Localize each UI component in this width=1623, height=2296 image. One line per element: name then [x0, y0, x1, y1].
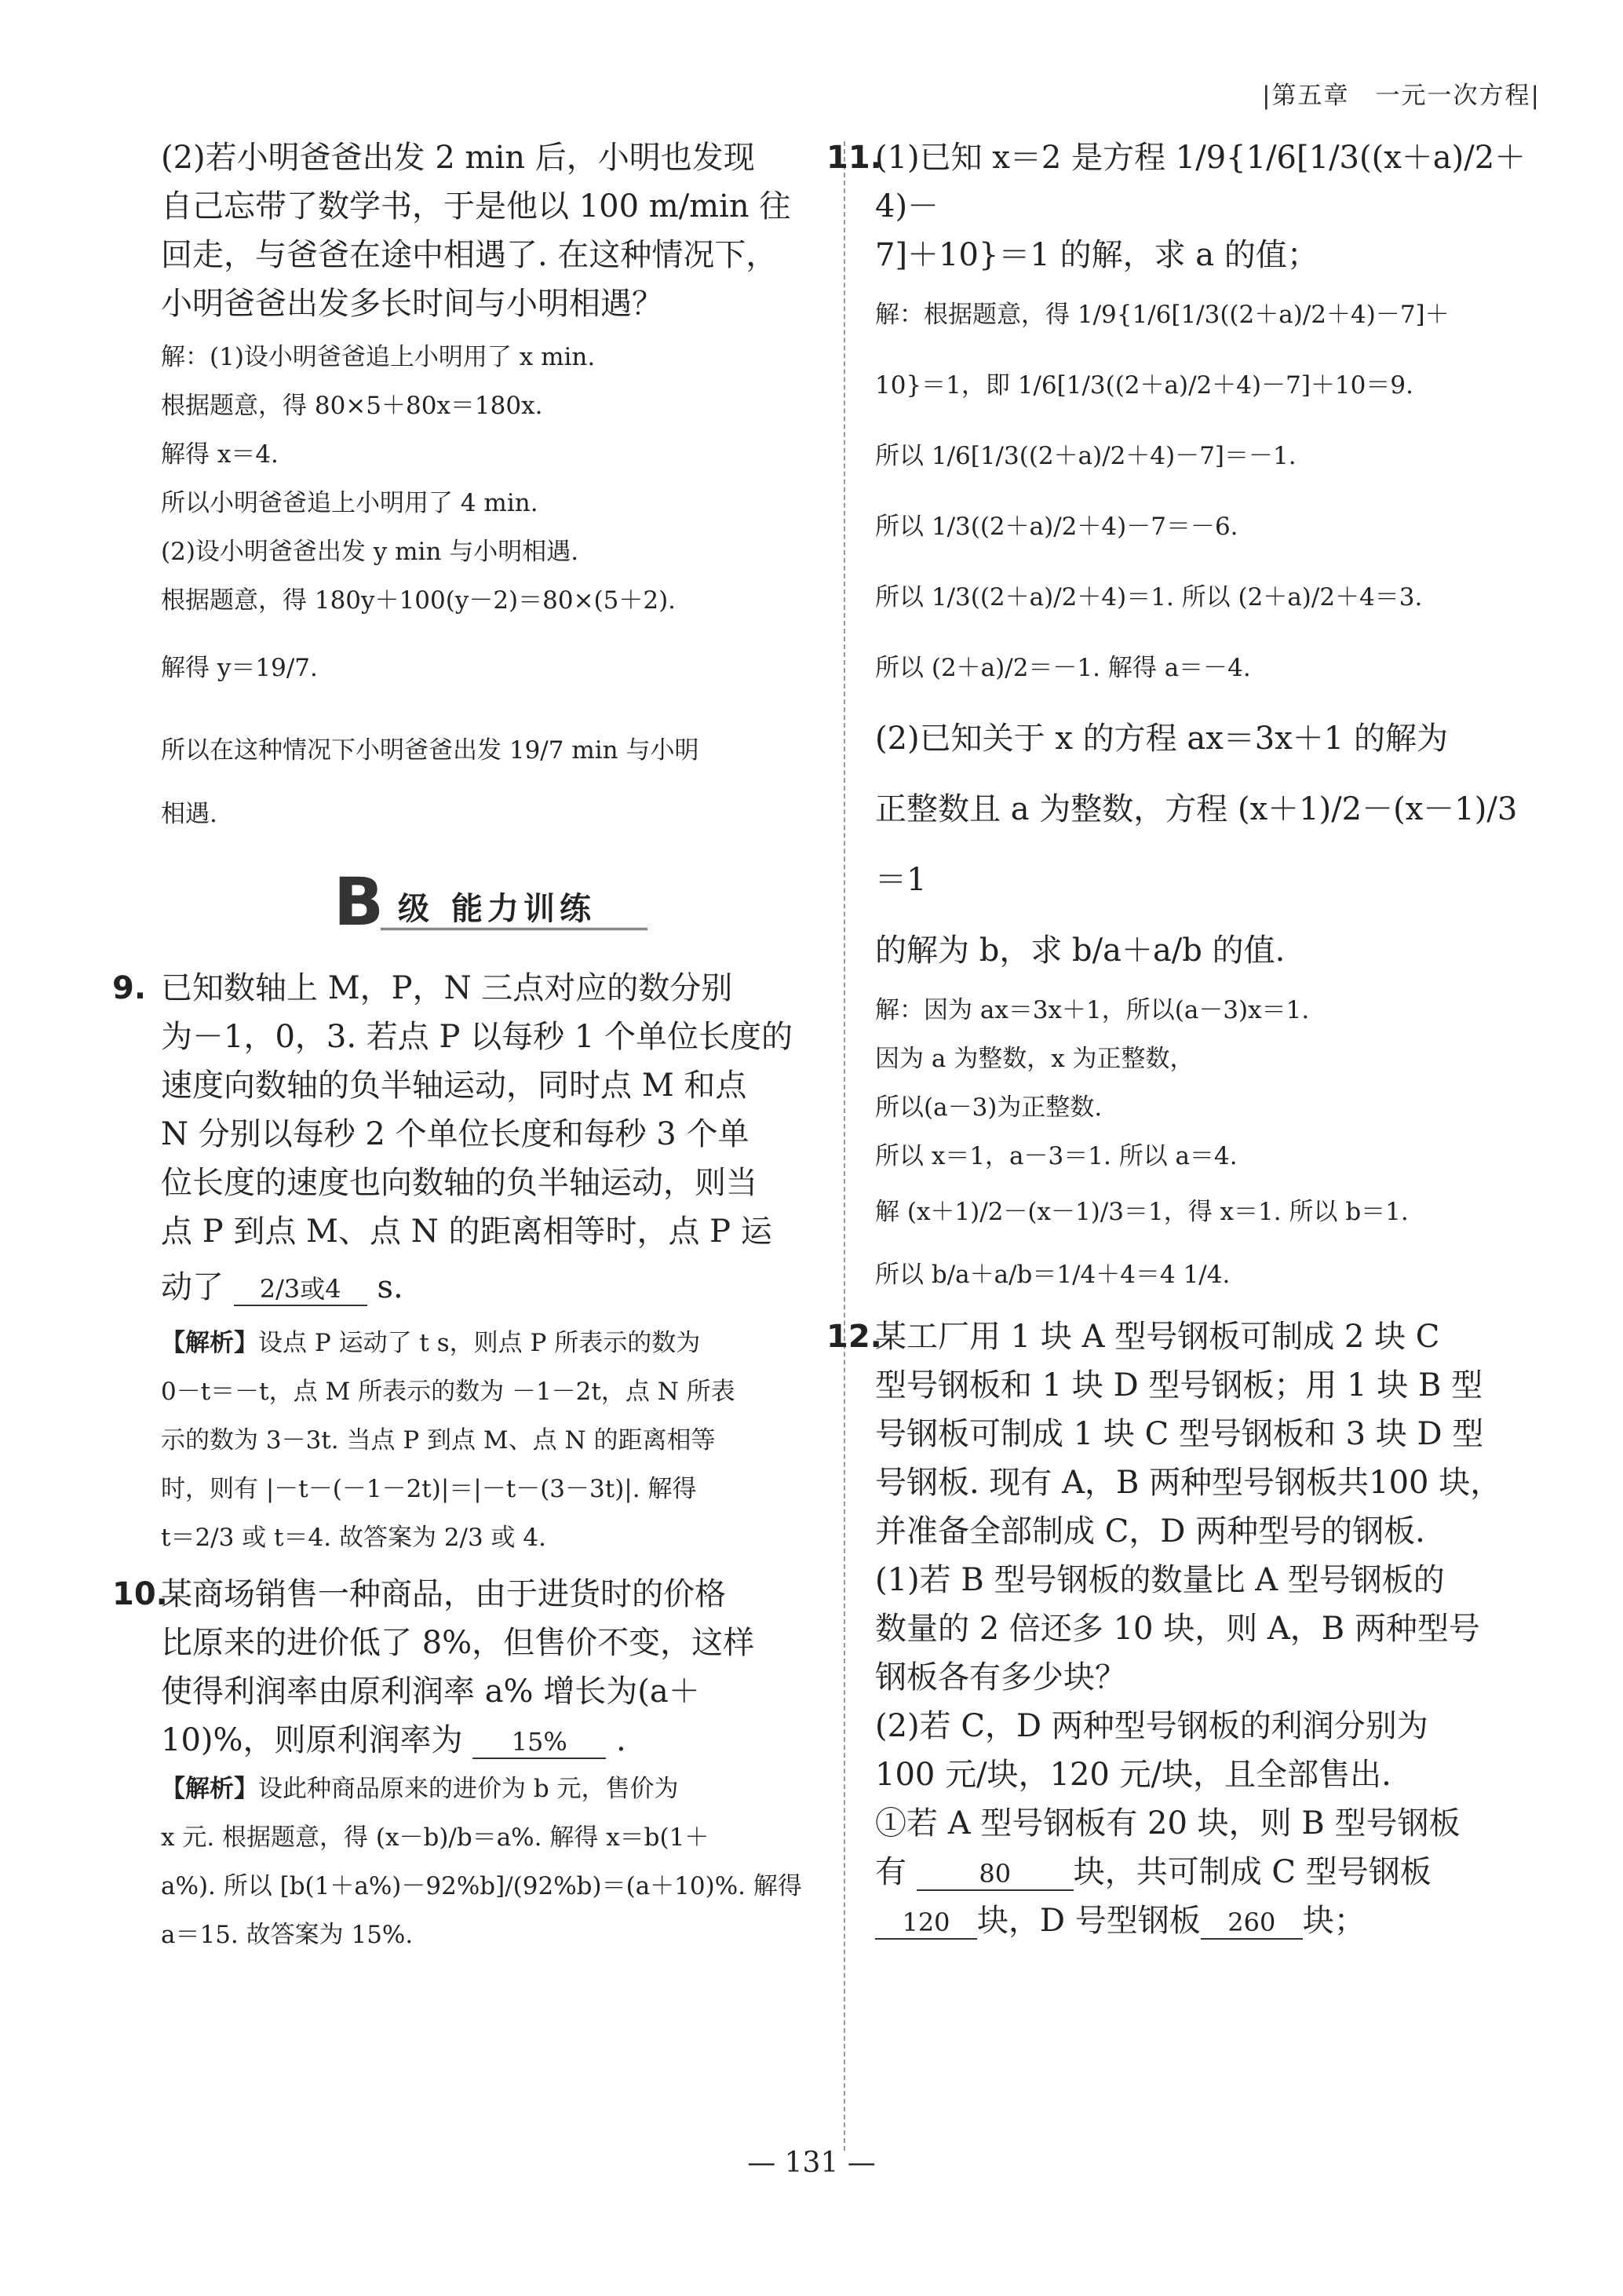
solution-line: 所以 1/3((2＋a)/2＋4)－7＝－6. [875, 513, 1238, 541]
analysis-label: 【解析】 [161, 1329, 258, 1357]
answer-blank: 15% [472, 1726, 606, 1759]
text-line [875, 1848, 1542, 1896]
solution-line: 根据题意，得 80×5＋80x＝180x. [161, 392, 543, 420]
solution-line: 所以小明爸爸追上小明用了 4 min. [161, 489, 538, 517]
text-line: 号钢板可制成 1 块 C 型号钢板和 3 块 D 型 [875, 1416, 1484, 1452]
text-line: 数量的 2 倍还多 10 块，则 A，B 两种型号 [875, 1611, 1480, 1647]
analysis-line: a%). 所以 [b(1＋a%)－92%b]/(92%b)＝(a＋10)%. 解得 [161, 1872, 802, 1900]
text-line: 已知数轴上 M，P，N 三点对应的数分别 [161, 970, 733, 1006]
section-level: 级 [398, 891, 429, 927]
text-fragment: 块，共可制成 C 型号钢板 [1073, 1854, 1432, 1890]
text-line: (1)若 B 型号钢板的数量比 A 型号钢板的 [875, 1562, 1445, 1598]
text-line: (1)已知 x＝2 是方程 1/9{1/6[1/3((x＋a)/2＋4)－ [875, 140, 1526, 224]
question-10 [112, 1570, 820, 1959]
text-line: 100 元/块，120 元/块，且全部售出. [875, 1757, 1391, 1793]
right-column [826, 133, 1542, 1945]
analysis-line: x 元. 根据题意，得 (x－b)/b＝a%. 解得 x＝b(1＋ [161, 1823, 709, 1852]
solution-line: 所以 1/6[1/3((2＋a)/2＋4)－7]＝－1. [875, 442, 1297, 470]
solution-line: 相遇. [161, 800, 217, 828]
solution-line: 所以 (2＋a)/2＝－1. 解得 a＝－4. [875, 654, 1251, 682]
solution-line: 因为 a 为整数，x 为正整数， [875, 1045, 1194, 1073]
solution-line: 解：(1)设小明爸爸追上小明用了 x min. [161, 343, 596, 371]
text-line: 的解为 b，求 b/a＋a/b 的值. [875, 933, 1286, 969]
section-heading-b-level [334, 863, 820, 940]
solution-line: 所以 b/a＋a/b＝1/4＋4＝4 1/4. [875, 1261, 1231, 1289]
question-number: 10. [112, 1576, 168, 1612]
analysis-line: 时，则有 |－t－(－1－2t)|＝|－t－(3－3t)|. 解得 [161, 1475, 697, 1503]
analysis-line [161, 1765, 820, 1813]
text-fragment: 设此种商品原来的进价为 b 元，售价为 [258, 1775, 679, 1803]
q8-part2 [161, 133, 820, 328]
text-line: 正整数且 a 为整数，方程 (x＋1)/2－(x－1)/3＝1 [875, 791, 1518, 898]
solution-line: 所以 1/3((2＋a)/2＋4)＝1. 所以 (2＋a)/2＋4＝3. [875, 583, 1423, 611]
analysis-line: a＝15. 故答案为 15%. [161, 1921, 414, 1949]
solution-line: 所以(a－3)为正整数. [875, 1093, 1103, 1122]
question-number: 12. [826, 1319, 882, 1355]
solution-line: 解：根据题意，得 1/9{1/6[1/3((2＋a)/2＋4)－7]＋ [875, 301, 1450, 329]
solution-line: 解 (x＋1)/2－(x－1)/3＝1，得 x＝1. 所以 b＝1. [875, 1198, 1409, 1226]
solution-line: 解得 y＝19/7. [161, 654, 318, 682]
text-line: 并准备全部制成 C，D 两种型号的钢板. [875, 1513, 1425, 1550]
text-line: (2)若 C，D 两种型号钢板的利润分别为 [875, 1708, 1428, 1744]
text-fragment: 设点 P 运动了 t s，则点 P 所表示的数为 [258, 1329, 701, 1357]
solution-line: 解：因为 ax＝3x＋1，所以(a－3)x＝1. [875, 996, 1310, 1024]
question-number: 11. [826, 140, 882, 176]
analysis-line [161, 1319, 820, 1367]
solution-line: 根据题意，得 180y＋100(y－2)＝80×(5＋2). [161, 586, 677, 615]
text-fragment: s. [377, 1269, 403, 1305]
chapter-header: |第五章 一元一次方程| [1262, 82, 1541, 110]
question-9 [112, 964, 820, 1562]
solution-line: 所以 x＝1，a－3＝1. 所以 a＝4. [875, 1142, 1238, 1170]
solution-line: 10}＝1，即 1/6[1/3((2＋a)/2＋4)－7]＋10＝9. [875, 371, 1413, 400]
text-line: 回走，与爸爸在途中相遇了. 在这种情况下， [161, 237, 778, 273]
text-line: (2)若小明爸爸出发 2 min 后，小明也发现 [161, 140, 755, 176]
text-fragment: . [615, 1722, 626, 1758]
q8-solution [161, 333, 820, 838]
text-line: N 分别以每秒 2 个单位长度和每秒 3 个单 [161, 1116, 749, 1152]
text-line: 自己忘带了数学书，于是他以 100 m/min 往 [161, 188, 791, 224]
text-line: 比原来的进价低了 8%，但售价不变，这样 [161, 1625, 755, 1661]
answer-blank: 2/3或4 [234, 1273, 367, 1306]
analysis-line: 0－t＝－t，点 M 所表示的数为 －1－2t，点 N 所表 [161, 1378, 735, 1406]
text-line: 为－1，0，3. 若点 P 以每秒 1 个单位长度的 [161, 1019, 793, 1055]
solution-line: 解得 x＝4. [161, 440, 279, 469]
question-number: 9. [112, 970, 147, 1006]
text-line: 7]＋10}＝1 的解，求 a 的值； [875, 237, 1318, 273]
analysis-line: 示的数为 3－3t. 当点 P 到点 M、点 N 的距离相等 [161, 1426, 716, 1455]
text-line [875, 1896, 1542, 1945]
answer-blank: 260 [1201, 1907, 1303, 1940]
solution-line: (2)设小明爸爸出发 y min 与小明相遇. [161, 538, 579, 566]
text-line: 型号钢板和 1 块 D 型号钢板；用 1 块 B 型 [875, 1367, 1483, 1404]
solution-line: 所以在这种情况下小明爸爸出发 19/7 min 与小明 [161, 736, 699, 765]
text-line: 某工厂用 1 块 A 型号钢板可制成 2 块 C [875, 1319, 1440, 1355]
question-12 [826, 1312, 1542, 1945]
text-fragment: 有 [875, 1854, 906, 1890]
text-line: 号钢板. 现有 A，B 两种型号钢板共100 块， [875, 1465, 1502, 1501]
text-line: 某商场销售一种商品，由于进货时的价格 [161, 1576, 726, 1612]
answer-blank: 80 [917, 1858, 1074, 1891]
analysis-line: t＝2/3 或 t＝4. 故答案为 2/3 或 4. [161, 1524, 546, 1552]
text-line: ①若 A 型号钢板有 20 块，则 B 型号钢板 [875, 1805, 1461, 1842]
section-underline [381, 928, 647, 930]
text-line: 使得利润率由原利润率 a% 增长为(a＋ [161, 1674, 700, 1710]
text-line: 速度向数轴的负半轴运动，同时点 M 和点 [161, 1068, 747, 1104]
answer-blank: 120 [875, 1907, 977, 1940]
page-number: — 131 — [747, 2147, 876, 2179]
question-11 [826, 133, 1542, 1306]
text-line: 位长度的速度也向数轴的负半轴运动，则当 [161, 1165, 757, 1201]
text-line: 点 P 到点 M、点 N 的距离相等时，点 P 运 [161, 1214, 772, 1250]
text-fragment: 动了 [161, 1269, 224, 1305]
text-fragment: 块； [1302, 1903, 1366, 1939]
analysis-label: 【解析】 [161, 1775, 258, 1803]
text-fragment: 10)%，则原利润率为 [161, 1722, 463, 1758]
text-line: 小明爸爸出发多长时间与小明相遇？ [161, 286, 663, 322]
section-letter: B [334, 863, 385, 940]
text-line [161, 1716, 820, 1765]
text-line: 钢板各有多少块？ [875, 1659, 1126, 1696]
left-column [112, 133, 820, 1959]
text-line: (2)已知关于 x 的方程 ax＝3x＋1 的解为 [875, 721, 1448, 757]
text-line [161, 1256, 820, 1319]
section-title: 能力训练 [451, 891, 596, 927]
text-fragment: 块，D 号型钢板 [977, 1903, 1201, 1939]
